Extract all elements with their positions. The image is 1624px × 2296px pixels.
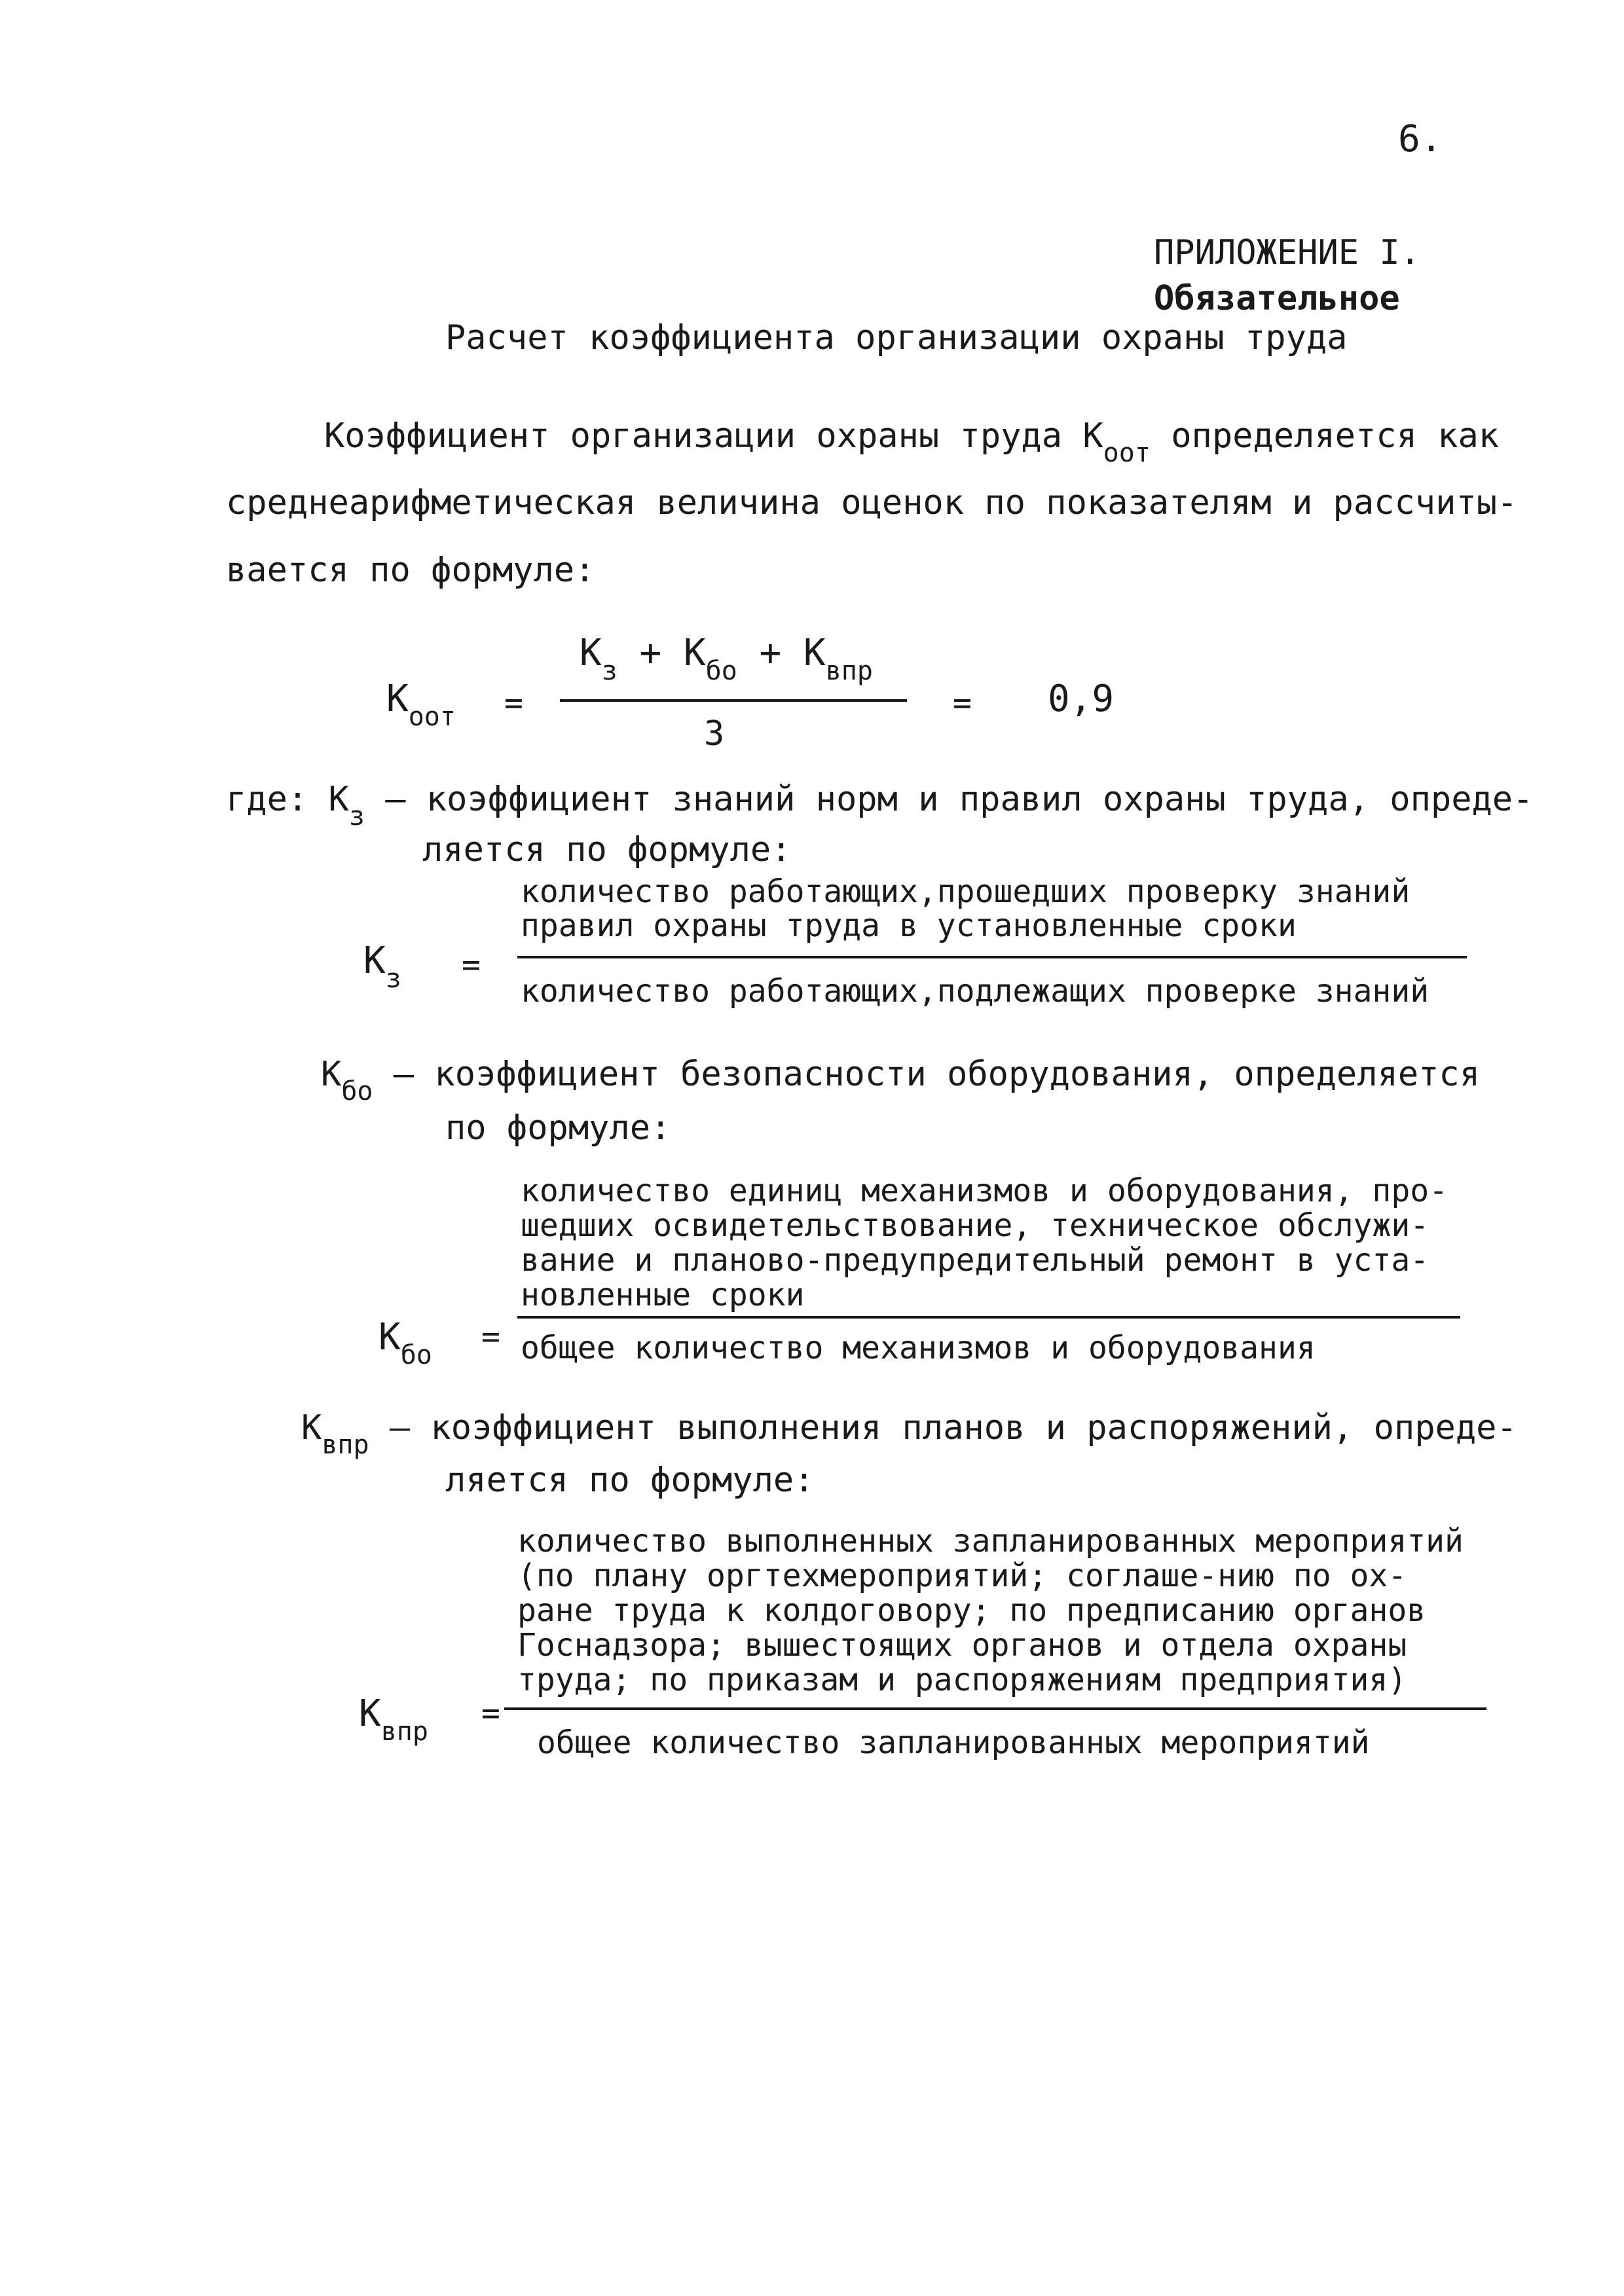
intro-line-3: вается по формуле: — [226, 551, 595, 590]
kvpr-numerator-line-4: Госнадзора; вышестоящих органов и отдела охраны — [517, 1627, 1407, 1664]
kbo-numerator-line-1: количество единиц механизмов и оборудования, про- — [521, 1173, 1449, 1209]
formula-numerator: $К_з + К_{бо} + К_{впр}$ — [580, 632, 873, 686]
kvpr-numerator-line-2: (по плану оргтехмероприятий; соглаше-нию по ох- — [517, 1558, 1407, 1594]
appendix-title: ПРИЛОЖЕНИЕ I. — [1154, 233, 1420, 272]
kz-formula-lhs: $К_з$ — [363, 939, 401, 994]
kz-formula-equals: = — [462, 947, 481, 983]
formula-equals-1: = — [504, 685, 523, 721]
kvpr-numerator-line-3: ране труда к колдоговору; по предписанию органов — [517, 1592, 1426, 1629]
kz-fraction-line — [517, 956, 1467, 958]
kvpr-definition-line-2: ляется по формуле: — [445, 1461, 815, 1500]
kvpr-formula-equals: = — [481, 1695, 500, 1732]
kbo-denominator: общее количество механизмов и оборудования — [521, 1330, 1316, 1366]
intro-line-1: Коэффициент организации охраны труда $К_{оот}$ определяется как — [324, 416, 1500, 468]
kz-denominator: количество работающих,подлежащих проверке знаний — [521, 973, 1430, 1010]
appendix-status: Обязательное — [1154, 279, 1400, 318]
kbo-fraction-line — [517, 1316, 1460, 1319]
kvpr-denominator: общее количество запланированных мероприятий — [537, 1724, 1370, 1761]
kvpr-fraction-line — [504, 1707, 1486, 1710]
kbo-numerator-line-4: новленные сроки — [521, 1277, 805, 1313]
kvpr-formula-lhs: $К_{впр}$ — [359, 1692, 428, 1747]
kz-definition-line-2: ляется по формуле: — [422, 830, 792, 869]
kz-definition-line-1: где: $К_з$ – коэффициент знаний норм и правил охраны труда, опреде- — [226, 780, 1534, 831]
page-number: 6. — [1398, 118, 1443, 160]
kz-numerator-line-2: правил охраны труда в установленные сроки — [521, 907, 1297, 944]
kz-numerator-line-1: количество работающих,прошедших проверку знаний — [521, 873, 1411, 910]
formula-lhs-koot: $К_{оот}$ — [386, 678, 456, 732]
formula-result: 0,9 — [1048, 678, 1115, 720]
intro-line-2: среднеарифметическая величина оценок по показателям и рассчиты- — [226, 483, 1518, 522]
kvpr-numerator-line-1: количество выполненных запланированных мероприятий — [517, 1523, 1464, 1559]
kvpr-definition-line-1: $К_{впр}$ – коэффициент выполнения планов и распоряжений, опреде- — [301, 1408, 1517, 1460]
kvpr-numerator-line-5: труда; по приказам и распоряжениям предприятия) — [517, 1662, 1407, 1698]
kbo-definition-line-2: по формуле: — [445, 1108, 671, 1148]
kbo-numerator-line-2: шедших освидетельствование, техническое обслужи- — [521, 1207, 1430, 1244]
appendix-heading: Расчет коэффициента организации охраны труда — [445, 318, 1348, 357]
kbo-numerator-line-3: вание и планово-предупредительный ремонт в уста- — [521, 1242, 1430, 1279]
formula-equals-2: = — [953, 685, 972, 721]
kbo-definition-line-1: $К_{бо}$ – коэффициент безопасности оборудования, определяется — [321, 1055, 1481, 1106]
formula-fraction-line — [560, 699, 907, 702]
kbo-formula-lhs: $К_{бо}$ — [378, 1316, 432, 1370]
formula-denominator: 3 — [704, 714, 725, 754]
kbo-formula-equals: = — [481, 1319, 500, 1355]
